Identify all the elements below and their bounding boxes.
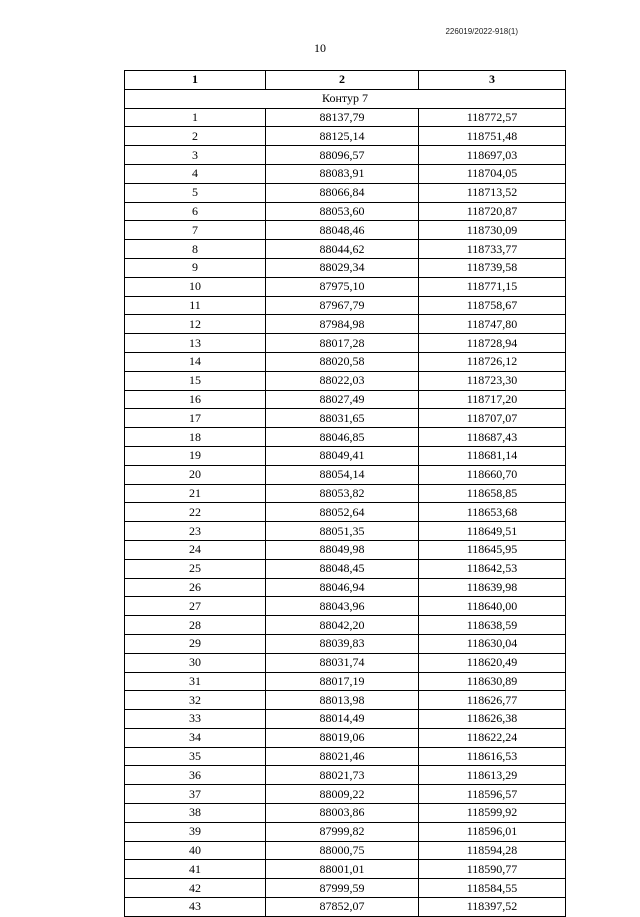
point-number-cell: 10 [125, 277, 266, 296]
table-row [125, 597, 566, 616]
table-row [125, 578, 566, 597]
table-row [125, 371, 566, 390]
table-row [125, 221, 566, 240]
y-coordinate-cell: 118681,14 [419, 446, 566, 465]
table-row [125, 164, 566, 183]
point-number-cell: 25 [125, 559, 266, 578]
point-number-cell: 41 [125, 860, 266, 879]
table-row [125, 446, 566, 465]
table-row [125, 710, 566, 729]
x-coordinate-cell: 88046,94 [266, 578, 419, 597]
point-number-cell: 29 [125, 634, 266, 653]
x-coordinate-cell: 88043,96 [266, 597, 419, 616]
point-number-cell: 39 [125, 822, 266, 841]
table-row [125, 785, 566, 804]
table-row [125, 728, 566, 747]
document-id: 226019/2022-918(1) [445, 27, 518, 36]
x-coordinate-cell: 88125,14 [266, 127, 419, 146]
x-coordinate-cell: 88020,58 [266, 352, 419, 371]
point-number-cell: 1 [125, 108, 266, 127]
x-coordinate-cell: 88017,28 [266, 334, 419, 353]
y-coordinate-cell: 118596,57 [419, 785, 566, 804]
x-coordinate-cell: 87984,98 [266, 315, 419, 334]
table-row [125, 804, 566, 823]
point-number-cell: 2 [125, 127, 266, 146]
x-coordinate-cell: 88017,19 [266, 672, 419, 691]
point-number-cell: 24 [125, 540, 266, 559]
point-number-cell: 9 [125, 258, 266, 277]
point-number-cell: 21 [125, 484, 266, 503]
table-row [125, 484, 566, 503]
table-row [125, 202, 566, 221]
x-coordinate-cell: 88066,84 [266, 183, 419, 202]
table-row [125, 653, 566, 672]
x-coordinate-cell: 88029,34 [266, 258, 419, 277]
point-number-cell: 3 [125, 146, 266, 165]
table-row [125, 634, 566, 653]
point-number-cell: 13 [125, 334, 266, 353]
x-coordinate-cell: 88027,49 [266, 390, 419, 409]
table-row [125, 747, 566, 766]
table-row [125, 503, 566, 522]
x-coordinate-cell: 88053,60 [266, 202, 419, 221]
x-coordinate-cell: 88019,06 [266, 728, 419, 747]
y-coordinate-cell: 118747,80 [419, 315, 566, 334]
table-row [125, 559, 566, 578]
point-number-cell: 22 [125, 503, 266, 522]
table-row [125, 879, 566, 898]
y-coordinate-cell: 118594,28 [419, 841, 566, 860]
y-coordinate-cell: 118697,03 [419, 146, 566, 165]
y-coordinate-cell: 118713,52 [419, 183, 566, 202]
y-coordinate-cell: 118639,98 [419, 578, 566, 597]
y-coordinate-cell: 118751,48 [419, 127, 566, 146]
y-coordinate-cell: 118730,09 [419, 221, 566, 240]
table-row [125, 240, 566, 259]
table-row [125, 428, 566, 447]
y-coordinate-cell: 118758,67 [419, 296, 566, 315]
y-coordinate-cell: 118653,68 [419, 503, 566, 522]
y-coordinate-cell: 118640,00 [419, 597, 566, 616]
table-row [125, 841, 566, 860]
table-row [125, 898, 566, 917]
table-row [125, 127, 566, 146]
y-coordinate-cell: 118728,94 [419, 334, 566, 353]
y-coordinate-cell: 118638,59 [419, 616, 566, 635]
x-coordinate-cell: 87999,82 [266, 822, 419, 841]
point-number-cell: 16 [125, 390, 266, 409]
x-coordinate-cell: 88039,83 [266, 634, 419, 653]
point-number-cell: 37 [125, 785, 266, 804]
table-row [125, 315, 566, 334]
table-row [125, 146, 566, 165]
y-coordinate-cell: 118707,07 [419, 409, 566, 428]
table-row [125, 277, 566, 296]
y-coordinate-cell: 118720,87 [419, 202, 566, 221]
table-row [125, 465, 566, 484]
point-number-cell: 27 [125, 597, 266, 616]
table-row [125, 183, 566, 202]
y-coordinate-cell: 118717,20 [419, 390, 566, 409]
x-coordinate-cell: 88096,57 [266, 146, 419, 165]
section-row [125, 89, 566, 108]
header-row [125, 71, 566, 90]
x-coordinate-cell: 88137,79 [266, 108, 419, 127]
table-row [125, 691, 566, 710]
y-coordinate-cell: 118626,38 [419, 710, 566, 729]
y-coordinate-cell: 118649,51 [419, 522, 566, 541]
point-number-cell: 35 [125, 747, 266, 766]
x-coordinate-cell: 88053,82 [266, 484, 419, 503]
table-row [125, 616, 566, 635]
coordinates-table [124, 70, 566, 917]
table-row [125, 352, 566, 371]
y-coordinate-cell: 118645,95 [419, 540, 566, 559]
x-coordinate-cell: 87852,07 [266, 898, 419, 917]
x-coordinate-cell: 88049,98 [266, 540, 419, 559]
y-coordinate-cell: 118626,77 [419, 691, 566, 710]
y-coordinate-cell: 118660,70 [419, 465, 566, 484]
y-coordinate-cell: 118616,53 [419, 747, 566, 766]
y-coordinate-cell: 118687,43 [419, 428, 566, 447]
x-coordinate-cell: 88013,98 [266, 691, 419, 710]
x-coordinate-cell: 87967,79 [266, 296, 419, 315]
y-coordinate-cell: 118772,57 [419, 108, 566, 127]
y-coordinate-cell: 118397,52 [419, 898, 566, 917]
y-coordinate-cell: 118630,04 [419, 634, 566, 653]
table-row [125, 108, 566, 127]
x-coordinate-cell: 87999,59 [266, 879, 419, 898]
x-coordinate-cell: 88042,20 [266, 616, 419, 635]
point-number-cell: 20 [125, 465, 266, 484]
column-header: 1 [125, 71, 266, 90]
table-row [125, 822, 566, 841]
table-row [125, 860, 566, 879]
y-coordinate-cell: 118733,77 [419, 240, 566, 259]
point-number-cell: 42 [125, 879, 266, 898]
table-row [125, 258, 566, 277]
column-header: 3 [419, 71, 566, 90]
table-row [125, 672, 566, 691]
point-number-cell: 34 [125, 728, 266, 747]
y-coordinate-cell: 118584,55 [419, 879, 566, 898]
y-coordinate-cell: 118622,24 [419, 728, 566, 747]
point-number-cell: 33 [125, 710, 266, 729]
x-coordinate-cell: 88054,14 [266, 465, 419, 484]
y-coordinate-cell: 118599,92 [419, 804, 566, 823]
x-coordinate-cell: 88021,73 [266, 766, 419, 785]
y-coordinate-cell: 118658,85 [419, 484, 566, 503]
y-coordinate-cell: 118596,01 [419, 822, 566, 841]
x-coordinate-cell: 88001,01 [266, 860, 419, 879]
point-number-cell: 18 [125, 428, 266, 447]
point-number-cell: 4 [125, 164, 266, 183]
point-number-cell: 31 [125, 672, 266, 691]
table-row [125, 409, 566, 428]
y-coordinate-cell: 118726,12 [419, 352, 566, 371]
point-number-cell: 6 [125, 202, 266, 221]
x-coordinate-cell: 88052,64 [266, 503, 419, 522]
point-number-cell: 14 [125, 352, 266, 371]
y-coordinate-cell: 118771,15 [419, 277, 566, 296]
x-coordinate-cell: 88009,22 [266, 785, 419, 804]
y-coordinate-cell: 118642,53 [419, 559, 566, 578]
point-number-cell: 36 [125, 766, 266, 785]
point-number-cell: 7 [125, 221, 266, 240]
point-number-cell: 11 [125, 296, 266, 315]
x-coordinate-cell: 88021,46 [266, 747, 419, 766]
x-coordinate-cell: 88014,49 [266, 710, 419, 729]
y-coordinate-cell: 118620,49 [419, 653, 566, 672]
x-coordinate-cell: 88049,41 [266, 446, 419, 465]
point-number-cell: 8 [125, 240, 266, 259]
point-number-cell: 23 [125, 522, 266, 541]
x-coordinate-cell: 88048,45 [266, 559, 419, 578]
point-number-cell: 26 [125, 578, 266, 597]
x-coordinate-cell: 88048,46 [266, 221, 419, 240]
point-number-cell: 40 [125, 841, 266, 860]
table-row [125, 540, 566, 559]
point-number-cell: 12 [125, 315, 266, 334]
y-coordinate-cell: 118739,58 [419, 258, 566, 277]
x-coordinate-cell: 88031,65 [266, 409, 419, 428]
table-row [125, 296, 566, 315]
y-coordinate-cell: 118590,77 [419, 860, 566, 879]
point-number-cell: 28 [125, 616, 266, 635]
x-coordinate-cell: 87975,10 [266, 277, 419, 296]
point-number-cell: 5 [125, 183, 266, 202]
section-title: Контур 7 [125, 89, 566, 108]
x-coordinate-cell: 88083,91 [266, 164, 419, 183]
point-number-cell: 38 [125, 804, 266, 823]
x-coordinate-cell: 88044,62 [266, 240, 419, 259]
point-number-cell: 15 [125, 371, 266, 390]
y-coordinate-cell: 118613,29 [419, 766, 566, 785]
x-coordinate-cell: 88022,03 [266, 371, 419, 390]
y-coordinate-cell: 118704,05 [419, 164, 566, 183]
point-number-cell: 19 [125, 446, 266, 465]
table-row [125, 766, 566, 785]
point-number-cell: 17 [125, 409, 266, 428]
table-row [125, 334, 566, 353]
x-coordinate-cell: 88051,35 [266, 522, 419, 541]
point-number-cell: 30 [125, 653, 266, 672]
y-coordinate-cell: 118723,30 [419, 371, 566, 390]
page-number: 10 [314, 41, 326, 55]
x-coordinate-cell: 88046,85 [266, 428, 419, 447]
x-coordinate-cell: 88000,75 [266, 841, 419, 860]
point-number-cell: 32 [125, 691, 266, 710]
column-header: 2 [266, 71, 419, 90]
table-row [125, 522, 566, 541]
point-number-cell: 43 [125, 898, 266, 917]
y-coordinate-cell: 118630,89 [419, 672, 566, 691]
x-coordinate-cell: 88031,74 [266, 653, 419, 672]
table-row [125, 390, 566, 409]
x-coordinate-cell: 88003,86 [266, 804, 419, 823]
